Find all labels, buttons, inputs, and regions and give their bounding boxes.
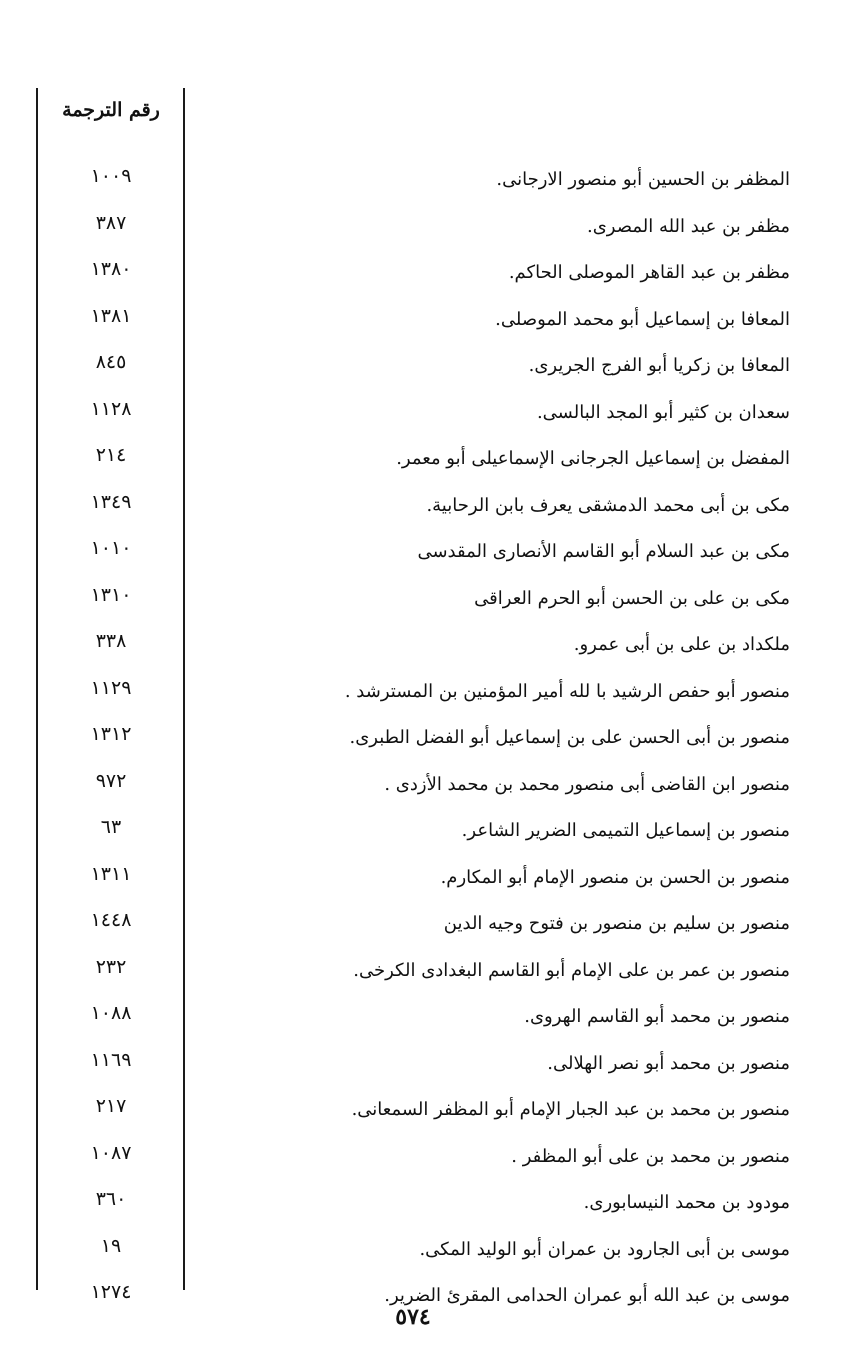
- entry-number: ١٢٧٤: [90, 1281, 132, 1303]
- entry-name: المفضل بن إسماعيل الجرجانى الإسماعيلى أبو معمر.: [396, 448, 790, 469]
- entry-name: موسى بن عبد الله أبو عمران الحدامى المقرئ الضرير.: [384, 1285, 790, 1306]
- entry-name: مكى بن عبد السلام أبو القاسم الأنصارى المقدسى: [417, 541, 790, 562]
- entry-name: منصور بن سليم بن منصور بن فتوح وجيه الدين: [443, 913, 790, 934]
- index-row: [0, 670, 867, 717]
- index-row: [0, 902, 867, 949]
- entry-number: ١٩: [100, 1234, 122, 1257]
- entry-number: ١١٦٩: [90, 1048, 132, 1071]
- entry-name: منصور بن الحسن بن منصور الإمام أبو المكارم.: [440, 866, 790, 888]
- entry-name: المظفر بن الحسين أبو منصور الارجانى.: [496, 169, 790, 190]
- entry-number: ٢٣٢: [95, 955, 127, 978]
- entry-number: ١٣١٢: [90, 723, 132, 745]
- index-row: [0, 298, 867, 345]
- entry-number: ١٣١٠: [90, 583, 132, 606]
- number-column-header: رقم الترجمة: [62, 99, 160, 121]
- index-row: [0, 809, 867, 856]
- entry-name: منصور بن محمد أبو نصر الهلالى.: [547, 1052, 790, 1074]
- index-row: [0, 251, 867, 298]
- entry-name: المعافا بن إسماعيل أبو محمد الموصلى.: [495, 308, 790, 330]
- index-row: [0, 577, 867, 624]
- entry-number: ١١٢٩: [90, 676, 132, 699]
- index-row: [0, 344, 867, 391]
- entry-name: مكى بن أبى محمد الدمشقى يعرف بابن الرحابية.: [426, 494, 790, 516]
- entry-number: ١٣٨١: [90, 304, 132, 327]
- entry-number: ١٠١٠: [90, 537, 132, 559]
- entry-number: ١١٢٨: [90, 397, 132, 420]
- entry-name: المعافا بن زكريا أبو الفرج الجريرى.: [528, 355, 790, 376]
- entry-name: منصور بن محمد بن على أبو المظفر .: [511, 1145, 790, 1167]
- index-row: [0, 530, 867, 577]
- entry-name: منصور أبو حفص الرشيد با لله أمير المؤمنين بن المسترشد .: [344, 680, 790, 702]
- entry-number: ١٣٤٩: [90, 490, 132, 513]
- entry-number: ٢١٧: [95, 1095, 127, 1117]
- entry-name: ملكداد بن على بن أبى عمرو.: [573, 634, 790, 655]
- index-row: [0, 1088, 867, 1135]
- entry-number: ١٣٨٠: [90, 258, 132, 280]
- index-row: [0, 1135, 867, 1182]
- entry-name: مظفر بن عبد الله المصرى.: [586, 215, 790, 237]
- page-number: ٥٧٤: [395, 1304, 431, 1330]
- entry-number: ١٣١١: [90, 862, 132, 885]
- index-row: [0, 716, 867, 763]
- index-row: [0, 623, 867, 670]
- index-row: [0, 437, 867, 484]
- index-row: [0, 949, 867, 996]
- entry-number: ٩٧٢: [95, 769, 127, 792]
- entry-number: ٣٦٠: [95, 1188, 127, 1210]
- entry-name: منصور بن أبى الحسن على بن إسماعيل أبو الفضل الطبرى.: [349, 727, 790, 748]
- entry-name: منصور بن إسماعيل التميمى الضرير الشاعر.: [461, 820, 790, 841]
- entry-name: مكى بن على بن الحسن أبو الحرم العراقى: [474, 587, 790, 609]
- entry-name: مظفر بن عبد القاهر الموصلى الحاكم.: [508, 262, 790, 283]
- entry-number: ٦٣: [100, 816, 122, 838]
- entry-number: ٣٨٧: [95, 211, 127, 234]
- entry-name: منصور ابن القاضى أبى منصور محمد بن محمد الأزدى .: [384, 773, 790, 795]
- entry-name: منصور بن محمد أبو القاسم الهروى.: [524, 1006, 790, 1027]
- index-row: [0, 391, 867, 438]
- index-row: [0, 856, 867, 903]
- entry-name: سعدان بن كثير أبو المجد البالسى.: [536, 401, 790, 423]
- entry-name: منصور بن عمر بن على الإمام أبو القاسم البغدادى الكرخى.: [353, 959, 790, 981]
- index-row: [0, 995, 867, 1042]
- entry-number: ١٤٤٨: [90, 909, 132, 931]
- entry-number: ٢١٤: [95, 444, 127, 466]
- entry-name: موسى بن أبى الجارود بن عمران أبو الوليد المكى.: [419, 1238, 790, 1260]
- index-row: [0, 484, 867, 531]
- entry-number: ١٠٠٩: [90, 165, 132, 187]
- index-row: [0, 1042, 867, 1089]
- entry-number: ٨٤٥: [95, 351, 127, 373]
- index-row: [0, 763, 867, 810]
- entry-number: ١٠٨٨: [90, 1002, 132, 1024]
- index-row: [0, 1228, 867, 1275]
- entry-number: ٣٣٨: [95, 630, 127, 652]
- index-list: [0, 158, 867, 1321]
- entry-name: منصور بن محمد بن عبد الجبار الإمام أبو المظفر السمعانى.: [351, 1099, 790, 1120]
- index-row: [0, 1181, 867, 1228]
- index-row: [0, 158, 867, 205]
- entry-number: ١٠٨٧: [90, 1141, 132, 1164]
- index-row: [0, 205, 867, 252]
- entry-name: مودود بن محمد النيسابورى.: [583, 1192, 790, 1213]
